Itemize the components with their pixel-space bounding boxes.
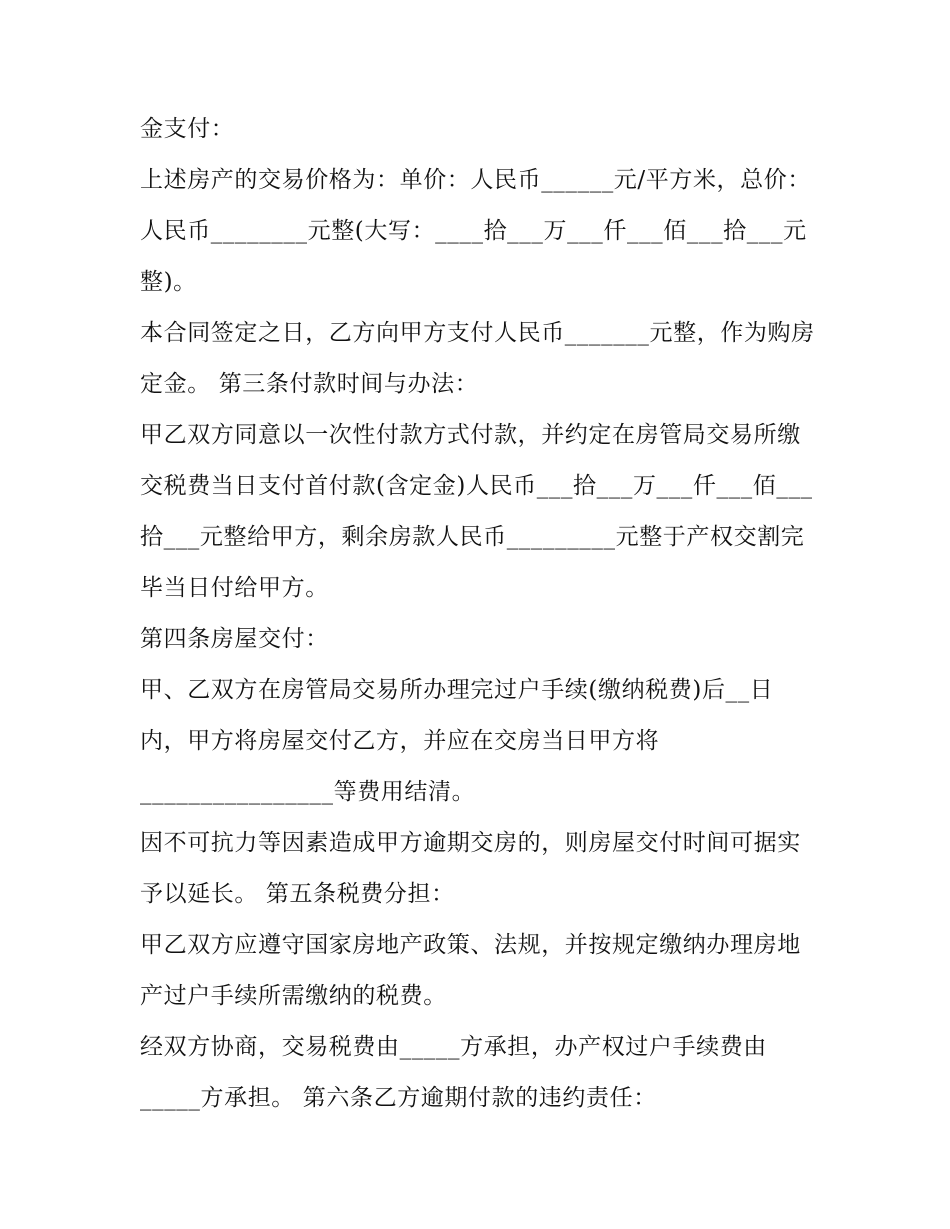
document-body xyxy=(140,104,820,1124)
paragraph-deposit: 本合同签定之日，乙方向甲方支付人民币_______元整，作为购房定金。 第三条付款时间与办法： xyxy=(140,320,815,397)
paragraph-force-majeure: 因不可抗力等因素造成甲方逾期交房的，则房屋交付时间可据实予以延长。 第五条税费分担： xyxy=(140,830,801,907)
paragraph-house-delivery: 甲、乙双方在房管局交易所办理完过户手续(缴纳税费)后__日内，甲方将房屋交付乙方，并应在交房当日甲方将________________等费用结清。 xyxy=(140,677,774,805)
paragraph-payment-terms: 甲乙双方同意以一次性付款方式付款，并约定在房管局交易所缴交税费当日支付首付款(含定金)人民币___拾___万___仟___佰___拾___元整给甲方，剩余房款人民币_________元整于产权交割完毕当日付给甲方。 xyxy=(140,422,813,601)
paragraph-transaction-price: 上述房产的交易价格为：单价：人民币______元/平方米，总价：人民币________元整(大写：____拾___万___仟___佰___拾___元整)。 xyxy=(140,167,811,295)
paragraph-payment-method-tail: 金支付： xyxy=(140,116,235,142)
paragraph-tax-allocation: 经双方协商，交易税费由_____方承担，办产权过户手续费由_____方承担。 第六条乙方逾期付款的违约责任： xyxy=(140,1034,767,1111)
paragraph-tax-compliance: 甲乙双方应遵守国家房地产政策、法规，并按规定缴纳办理房地产过户手续所需缴纳的税费。 xyxy=(140,932,801,1009)
heading-article-four: 第四条房屋交付： xyxy=(140,626,329,652)
